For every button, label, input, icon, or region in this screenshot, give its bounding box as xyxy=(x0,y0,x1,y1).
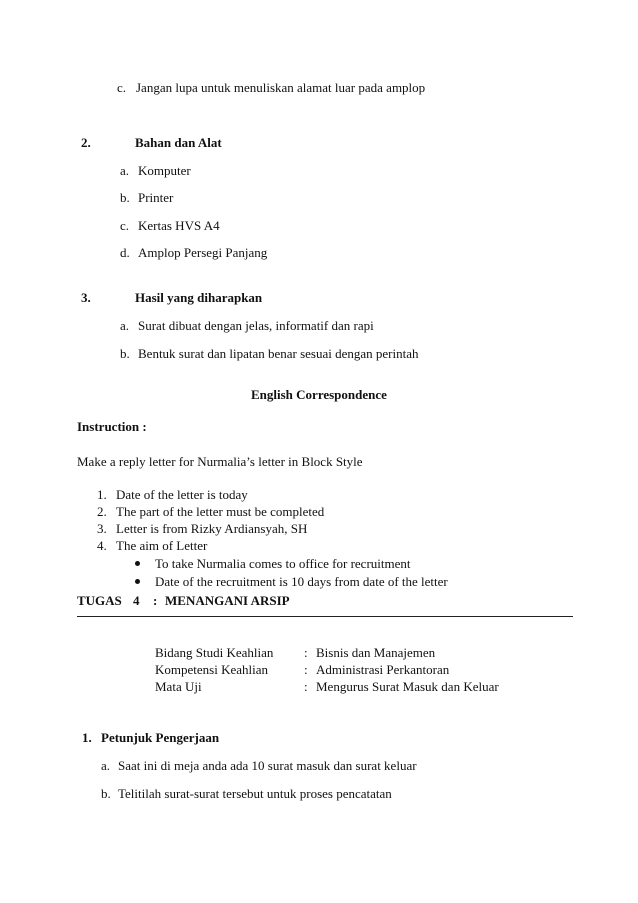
list-marker: 4. xyxy=(97,538,107,553)
list-marker: b. xyxy=(120,190,130,205)
list-marker: 2. xyxy=(97,504,107,519)
list-item-text: Surat dibuat dengan jelas, informatif dan rapi xyxy=(138,318,374,333)
bullet-icon xyxy=(135,579,140,584)
bullet-text: Date of the recruitment is 10 days from date of the letter xyxy=(155,574,448,589)
list-item-text: The aim of Letter xyxy=(116,538,208,553)
section-number: 3. xyxy=(81,290,91,305)
info-label: Bidang Studi Keahlian xyxy=(155,645,274,660)
horizontal-divider xyxy=(77,616,573,617)
english-heading: English Correspondence xyxy=(251,387,387,402)
section-title: Bahan dan Alat xyxy=(135,135,222,150)
list-item-text: Printer xyxy=(138,190,174,205)
list-marker: c. xyxy=(117,80,127,95)
section-number: 2. xyxy=(81,135,91,150)
list-item-text: Telitilah surat-surat tersebut untuk proses pencatatan xyxy=(118,786,392,801)
list-marker: 3. xyxy=(97,521,107,536)
list-marker: 1. xyxy=(97,487,107,502)
info-colon: : xyxy=(304,679,308,694)
list-item-text: The part of the letter must be completed xyxy=(116,504,325,519)
task-label: TUGAS xyxy=(77,593,122,608)
task-title: MENANGANI ARSIP xyxy=(165,593,290,608)
list-marker: b. xyxy=(120,346,130,361)
list-item-text: Kertas HVS A4 xyxy=(138,218,220,233)
info-label: Kompetensi Keahlian xyxy=(155,662,268,677)
list-marker: a. xyxy=(120,318,130,333)
task-separator: : xyxy=(153,593,158,608)
list-item-text: Date of the letter is today xyxy=(116,487,248,502)
info-label: Mata Uji xyxy=(155,679,202,694)
list-marker: d. xyxy=(120,245,130,260)
instruction-text: Make a reply letter for Nurmalia’s letter in Block Style xyxy=(77,454,363,469)
list-item-text: Komputer xyxy=(138,163,191,178)
instruction-label: Instruction : xyxy=(77,419,147,434)
info-colon: : xyxy=(304,662,308,677)
list-item-text: Amplop Persegi Panjang xyxy=(138,245,268,260)
list-marker: a. xyxy=(120,163,130,178)
info-value: Administrasi Perkantoran xyxy=(316,662,450,677)
list-item-text: Jangan lupa untuk menuliskan alamat luar pada amplop xyxy=(136,80,426,95)
list-item-text: Bentuk surat dan lipatan benar sesuai dengan perintah xyxy=(138,346,419,361)
list-marker: c. xyxy=(120,218,130,233)
list-marker: b. xyxy=(101,786,111,801)
list-marker: a. xyxy=(101,758,111,773)
list-item-text: Letter is from Rizky Ardiansyah, SH xyxy=(116,521,308,536)
info-value: Mengurus Surat Masuk dan Keluar xyxy=(316,679,499,694)
info-colon: : xyxy=(304,645,308,660)
info-value: Bisnis dan Manajemen xyxy=(316,645,436,660)
bullet-icon xyxy=(135,561,140,566)
section-title: Hasil yang diharapkan xyxy=(135,290,263,305)
section-title: Petunjuk Pengerjaan xyxy=(101,730,220,745)
task-number: 4 xyxy=(133,593,140,608)
section-number: 1. xyxy=(82,730,92,745)
bullet-text: To take Nurmalia comes to office for recruitment xyxy=(155,556,411,571)
list-item-text: Saat ini di meja anda ada 10 surat masuk dan surat keluar xyxy=(118,758,417,773)
